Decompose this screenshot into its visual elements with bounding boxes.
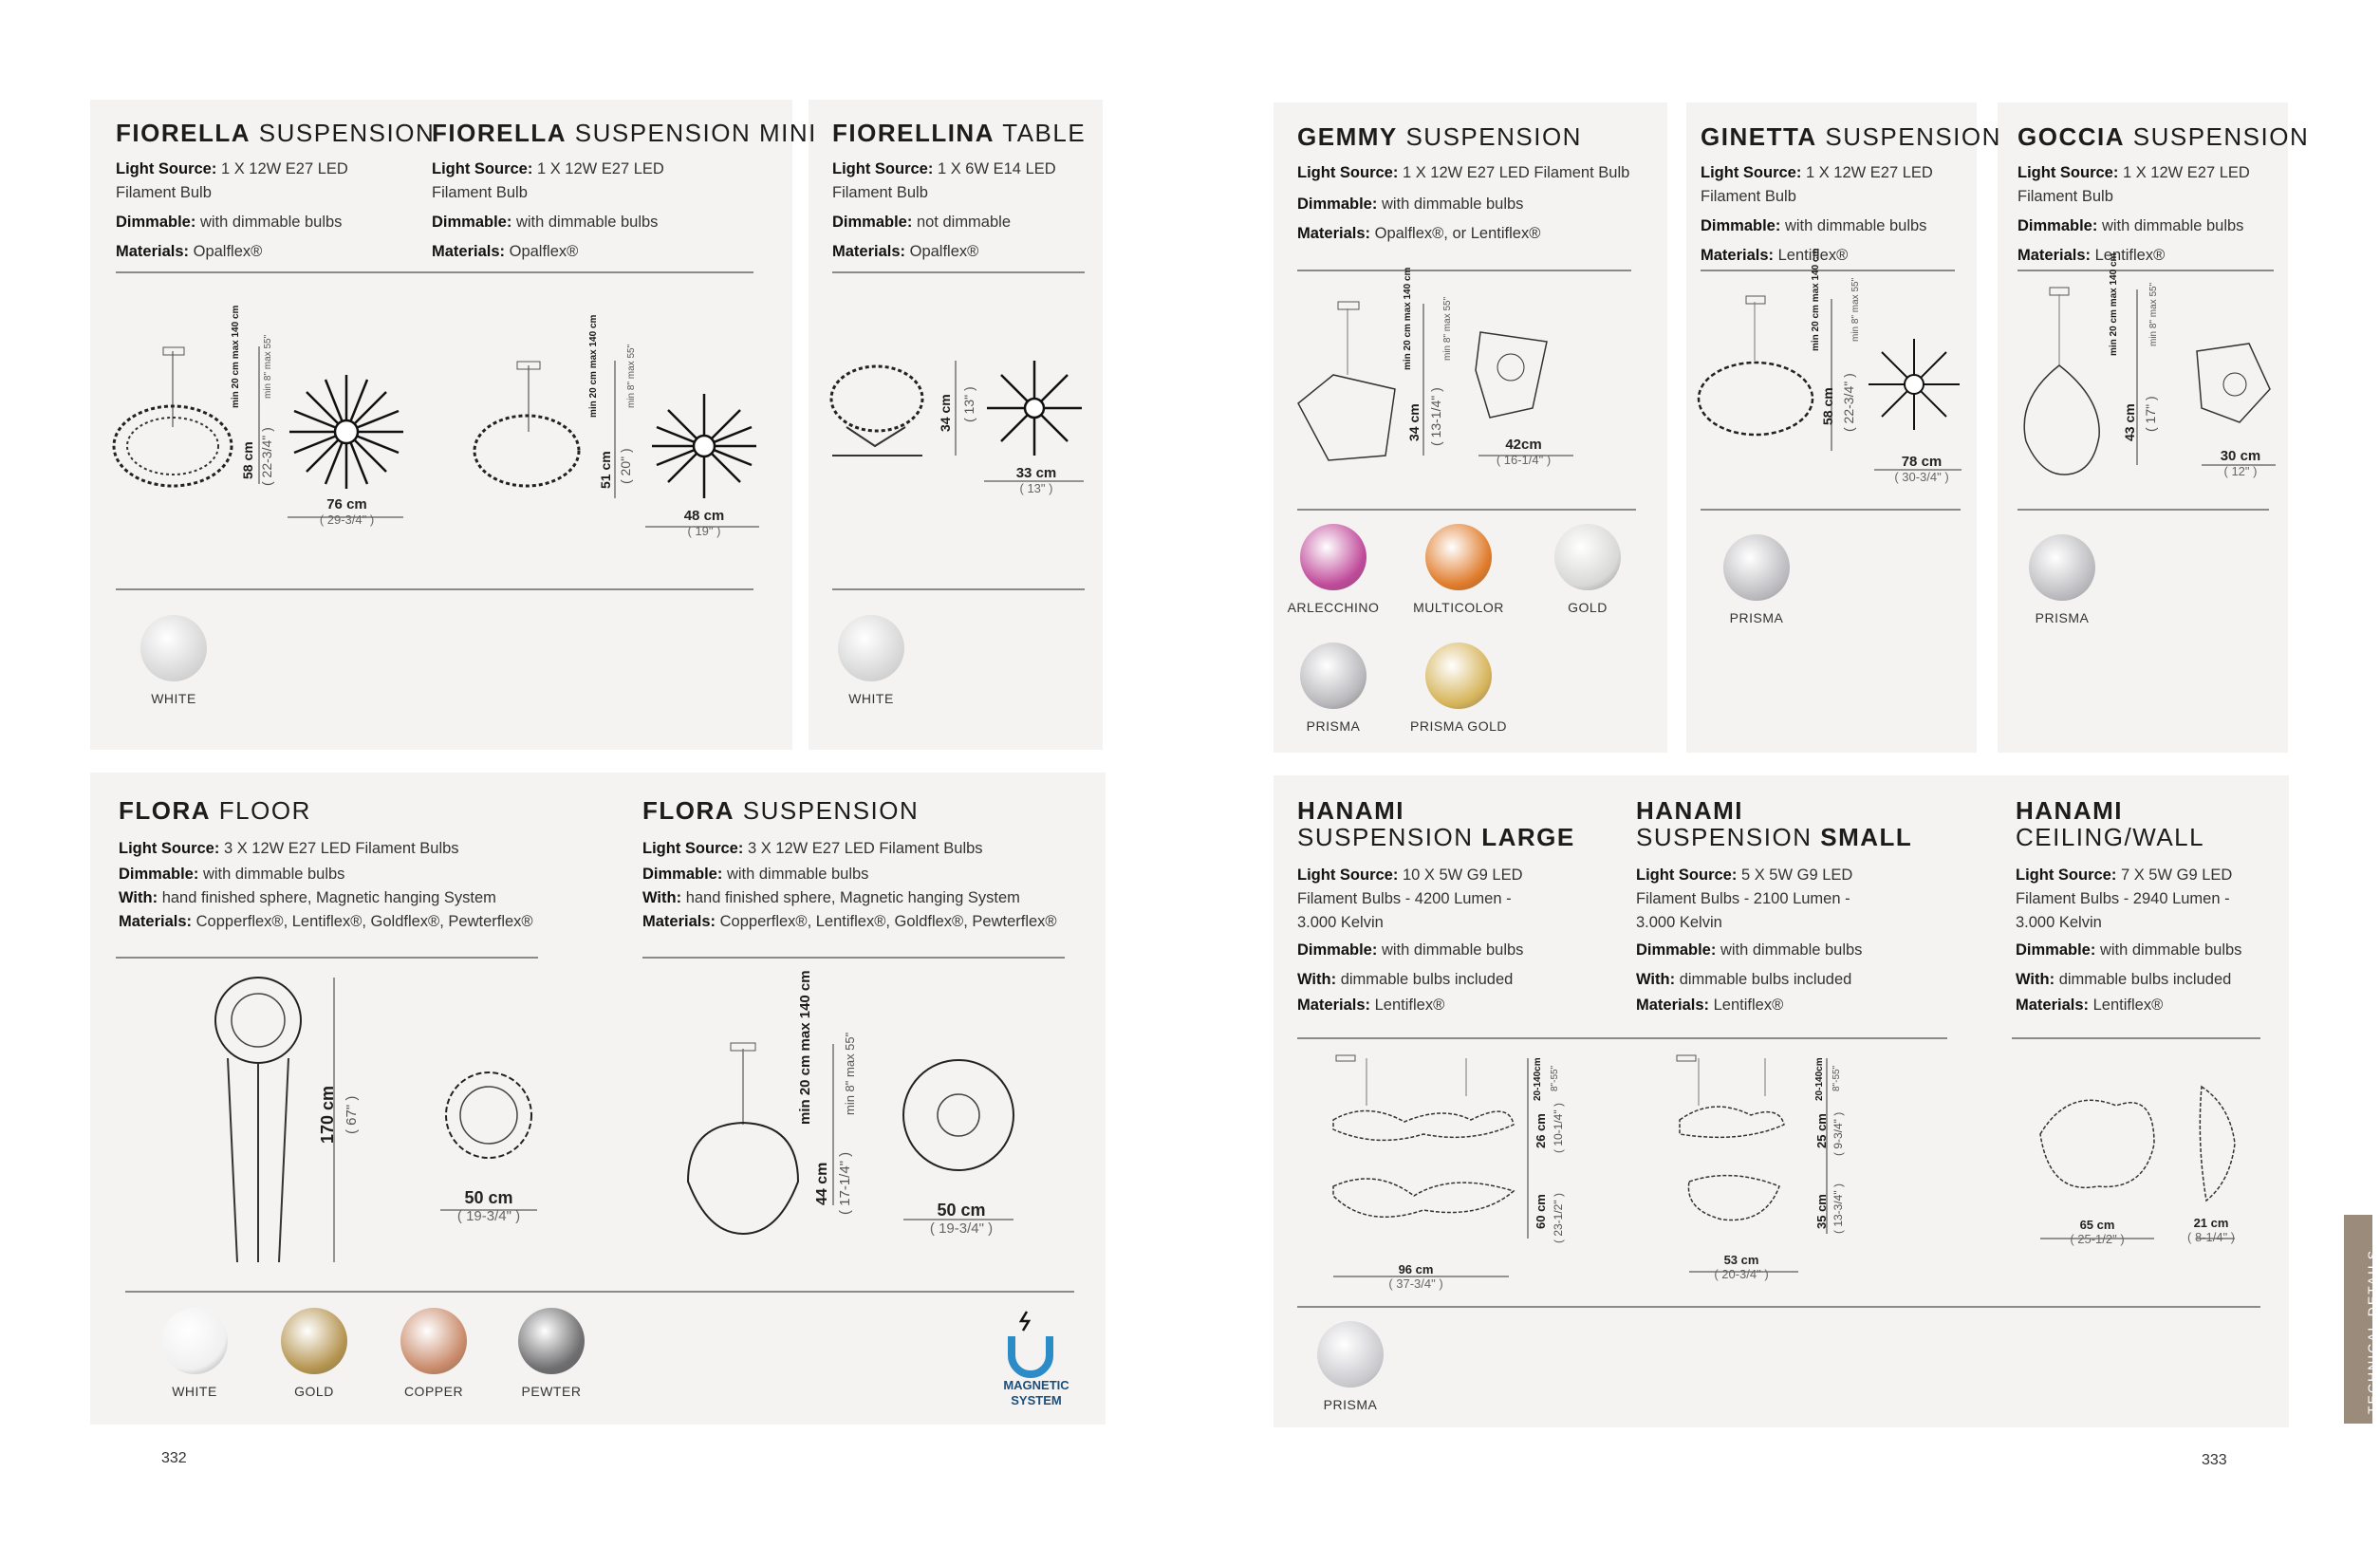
height-dimension-inches: ( 22-3/4" ) [1841,373,1856,432]
magnet-icon [1008,1308,1055,1374]
light-source: 7 X 5W G9 LED Filament Bulbs - 2940 Lumen - 3.000 Kelvin [2016,866,2233,931]
dimmable: with dimmable bulbs [1381,941,1524,959]
width-dimension: 76 cm ( 29-3/4" ) [319,496,375,527]
materials: Opalflex® [193,243,263,260]
width-dimension: 42cm ( 16-1/4" ) [1496,437,1552,467]
finish-label: PRISMA [1306,718,1361,734]
cable-dimension-inches: min 8" max 55" [2148,282,2159,346]
height-dimension: 43 cm [2122,403,2137,441]
light-source: 3 X 12W E27 LED Filament Bulbs [223,840,459,857]
cable-dimension-inches: 8"-55" [1550,1065,1560,1091]
divider [1701,509,1961,511]
height-dimension-inches: ( 17-1/4" ) [837,1151,853,1215]
cable-dimension-inches: min 8" max 55" [1850,277,1861,342]
product-goccia: GOCCIA SUSPENSION Light Source: 1 X 12W E27 LED Filament Bulb Dimmable: with dimmable bulbs Materials: Lentiflex® [2017,122,2310,264]
with: dimmable bulbs included [2058,971,2232,988]
product-flora-floor: FLORA FLOOR Light Source: 3 X 12W E27 LED Filament Bulbs Dimmable: with dimmable bulbs With: hand finished sphere, Magnetic hanging System Materials: Copperflex®, Lentiflex®, Goldflex®, Pewterflex® [119,797,612,934]
dimmable: with dimmable bulbs [1720,941,1863,959]
depth-dimension: 35 cm [1814,1194,1829,1229]
materials: Opalflex®, or Lentiflex® [1374,225,1541,242]
finish-swatch: PRISMA [1312,1321,1388,1412]
product-title: HANAMI [2016,796,2123,825]
cable-dimension: min 20 cm max 140 cm [1811,248,1821,351]
height-dimension: 51 cm [598,451,613,489]
width-dimension: 30 cm ( 12" ) [2220,448,2261,478]
height-dimension-inches: ( 67" ) [344,1095,360,1134]
width-dimension: 96 cm ( 37-3/4" ) [1388,1262,1443,1291]
divider [832,271,1085,273]
finish-swatch-gold [1535,524,1640,615]
width-dimension: 78 cm ( 30-3/4" ) [1894,454,1949,484]
light-source: 10 X 5W G9 LED Filament Bulbs - 4200 Lumen - 3.000 Kelvin [1297,866,1523,931]
materials: Opalflex® [909,243,979,260]
cable-dimension: 20-140cm [1814,1057,1825,1101]
cable-dimension-inches: 8"-55" [1831,1065,1842,1091]
divider [116,957,538,959]
finish-label: GOLD [1568,600,1608,615]
divider [2017,509,2269,511]
materials: Copperflex®, Lentiflex®, Goldflex®, Pewterflex® [195,913,533,930]
height-dimension-inches: ( 10-1/4" ) [1552,1103,1565,1153]
depth-dimension: 60 cm [1534,1194,1548,1229]
materials: Opalflex® [509,243,579,260]
divider [1297,1306,2260,1308]
product-hanami-ceiling: HANAMI CEILING/WALL Light Source: 7 X 5W G9 LED Filament Bulbs - 2940 Lumen - 3.000 Kelvin Dimmable: with dimmable bulbs With: dimmable bulbs included Materials: Lentiflex® [2016,797,2281,1017]
width-dimension: 53 cm ( 20-3/4" ) [1714,1253,1769,1281]
height-dimension: 34 cm [938,394,953,432]
product-title: GINETTA SUSPENSION [1701,122,2001,151]
finish-label: COPPER [403,1384,464,1399]
materials: Lentiflex® [2094,247,2166,264]
materials: Lentiflex® [1713,997,1784,1014]
cable-dimension-inches: min 8" max 55" [1442,296,1453,361]
product-title: FLORA SUSPENSION [642,796,920,825]
finish-swatch-copper [381,1308,486,1399]
height-dimension: 170 cm [318,1085,337,1144]
finish-swatch-pewter [499,1308,604,1399]
with: dimmable bulbs included [1340,971,1514,988]
light-source: 5 X 5W G9 LED Filament Bulbs - 2100 Lumen - 3.000 Kelvin [1636,866,1853,931]
divider [116,588,753,590]
finish-ball [1425,524,1492,590]
divider [832,588,1085,590]
height-dimension-inches: ( 13-1/4" ) [1428,387,1443,446]
dimmable: with dimmable bulbs [1784,217,1927,234]
cable-dimension: min 20 cm max 140 cm [1403,267,1413,370]
divider [642,957,1065,959]
finish-swatch: WHITE [136,615,212,706]
finish-prisma [1723,534,1790,601]
dimmable: with dimmable bulbs [726,866,869,883]
product-hanami-small: HANAMI SUSPENSION SMALL Light Source: 5 X 5W G9 LED Filament Bulbs - 2100 Lumen - 3.000 Kelvin Dimmable: with dimmable bulbs With: dimmable bulbs included Materials: Lentiflex® [1636,797,1949,1017]
finish-prisma [2029,534,2095,601]
finish-swatch-arlecchino [1281,524,1385,615]
cable-dimension-inches: min 8" max 55" [263,334,273,399]
divider [116,271,753,273]
product-fiorella-suspension: FIORELLA SUSPENSION Light Source: 1 X 12W E27 LED Filament Bulb Dimmable: with dimmable bulbs Materials: Opalflex® [116,119,436,260]
dimmable: with dimmable bulbs [2101,217,2244,234]
dimmable: with dimmable bulbs [202,866,345,883]
finish-label: WHITE [172,1384,217,1399]
finish-ball [281,1308,347,1374]
height-dimension: 44 cm [814,1162,830,1205]
finish-swatch-gold [262,1308,366,1399]
dimmable: not dimmable [916,214,1012,231]
dimmable: with dimmable bulbs [199,214,343,231]
height-dimension: 58 cm [240,441,255,479]
width-dimension: 48 cm ( 19" ) [683,508,725,538]
product-title: GOCCIA SUSPENSION [2017,122,2310,151]
finish-label: PRISMA GOLD [1410,718,1507,734]
cable-dimension: min 20 cm max 140 cm [797,970,813,1125]
height-dimension-inches: ( 9-3/4" ) [1831,1111,1845,1156]
finish-label: MULTICOLOR [1413,600,1504,615]
divider [1297,270,1631,271]
light-source: 1 X 12W E27 LED Filament Bulb [1402,164,1630,181]
width-dimension: 50 cm ( 19-3/4" ) [456,1188,521,1224]
with: dimmable bulbs included [1679,971,1852,988]
cable-dimension: min 20 cm max 140 cm [231,305,241,408]
product-title: GEMMY SUSPENSION [1297,122,1582,151]
finish-ball [1300,524,1367,590]
product-title: HANAMI [1297,796,1404,825]
cable-dimension-inches: min 8" max 55" [843,1032,857,1115]
materials: Lentiflex® [1374,997,1445,1014]
finish-label: PEWTER [521,1384,582,1399]
divider [1701,270,1955,271]
divider [125,1291,1074,1293]
height-dimension-inches: ( 20" ) [618,448,633,484]
light-source: 1 X 12W E27 LED Filament Bulb [432,160,664,201]
depth-dimension: 21 cm ( 8-1/4" ) [2187,1216,2236,1244]
finish-label: ARLECCHINO [1287,600,1380,615]
product-gemmy: GEMMY SUSPENSION Light Source: 1 X 12W E27 LED Filament Bulb Dimmable: with dimmable bulbs Materials: Opalflex®, or Lentiflex® [1297,123,1658,246]
finish-swatch-white [142,1308,247,1399]
divider [1297,1037,1947,1039]
with: hand finished sphere, Magnetic hanging System [685,889,1020,906]
product-title: FLORA FLOOR [119,796,311,825]
finish-swatch: PRISMA [1719,534,1794,625]
finish-swatch: PRISMA [2024,534,2100,625]
finish-prisma [1317,1321,1384,1388]
finish-swatch: WHITE [833,615,909,706]
light-source: 1 X 12W E27 LED Filament Bulb [116,160,348,201]
height-dimension: 34 cm [1406,403,1422,441]
page-number-left: 332 [161,1450,187,1466]
product-title: FIORELLINA TABLE [832,119,1087,147]
height-dimension: 58 cm [1820,387,1835,425]
cable-dimension: min 20 cm max 140 cm [588,314,599,418]
finish-swatch-prisma-gold [1406,643,1511,734]
depth-dimension-inches: ( 13-3/4" ) [1831,1183,1845,1234]
dimmable: with dimmable bulbs [2099,941,2242,959]
product-title: FIORELLA SUSPENSION MINI [432,119,817,147]
product-fiorella-mini: FIORELLA SUSPENSION MINI Light Source: 1 X 12W E27 LED Filament Bulb Dimmable: with dimmable bulbs Materials: Opalflex® [432,119,817,260]
product-ginetta: GINETTA SUSPENSION Light Source: 1 X 12W E27 LED Filament Bulb Dimmable: with dimmable bulbs Materials: Lentiflex® [1701,122,2001,264]
width-dimension: 50 cm ( 19-3/4" ) [929,1201,994,1237]
light-source: 1 X 12W E27 LED Filament Bulb [1701,164,1933,205]
finish-white [838,615,904,681]
depth-dimension-inches: ( 23-1/2" ) [1552,1193,1565,1243]
cable-dimension-inches: min 8" max 55" [626,344,637,408]
dimmable: with dimmable bulbs [515,214,659,231]
finish-ball [400,1308,467,1374]
height-dimension-inches: ( 17" ) [2143,396,2158,432]
materials: Lentiflex® [1777,247,1849,264]
divider [2012,1037,2260,1039]
width-dimension: 65 cm ( 25-1/2" ) [2070,1218,2125,1246]
product-title: HANAMI [1636,796,1743,825]
height-dimension: 26 cm [1534,1113,1548,1148]
materials: Copperflex®, Lentiflex®, Goldflex®, Pewterflex® [719,913,1057,930]
light-source: 1 X 6W E14 LED Filament Bulb [832,160,1056,201]
technical-details-tab[interactable]: TECHNICAL DETAILS [2344,1215,2372,1424]
page-number-right: 333 [2202,1452,2227,1468]
finish-ball [1300,643,1367,709]
finish-ball [518,1308,585,1374]
dimmable: with dimmable bulbs [1381,196,1524,213]
finish-ball [161,1308,228,1374]
finish-label: GOLD [294,1384,334,1399]
finish-ball [1425,643,1492,709]
height-dimension: 25 cm [1814,1113,1829,1148]
height-dimension-inches: ( 13" ) [961,386,976,422]
divider [1297,509,1636,511]
finish-swatch-prisma [1281,643,1385,734]
width-dimension: 33 cm ( 13" ) [1015,465,1057,495]
light-source: 3 X 12W E27 LED Filament Bulbs [747,840,983,857]
materials: Lentiflex® [2092,997,2164,1014]
divider [2017,270,2274,271]
finish-swatch-multicolor [1406,524,1511,615]
product-title: FIORELLA SUSPENSION [116,119,436,147]
finish-ball [1554,524,1621,590]
product-flora-suspension: FLORA SUSPENSION Light Source: 3 X 12W E27 LED Filament Bulbs Dimmable: with dimmable bulbs With: hand finished sphere, Magnetic hanging System Materials: Copperflex®, Lentiflex®, Goldflex®, Pewterflex® [642,797,1098,934]
with: hand finished sphere, Magnetic hanging System [161,889,496,906]
cable-dimension: 20-140cm [1533,1057,1543,1101]
cable-dimension: min 20 cm max 140 cm [2109,252,2119,356]
light-source: 1 X 12W E27 LED Filament Bulb [2017,164,2250,205]
product-hanami-large: HANAMI SUSPENSION LARGE Light Source: 10 X 5W G9 LED Filament Bulbs - 4200 Lumen - 3.000 Kelvin Dimmable: with dimmable bulbs With: dimmable bulbs included Materials: Lentiflex® [1297,797,1610,1017]
product-fiorellina-table: FIORELLINA TABLE Light Source: 1 X 6W E14 LED Filament Bulb Dimmable: not dimmable Materials: Opalflex® [832,120,1098,264]
magnetic-system-label: MAGNETIC SYSTEM [1003,1378,1069,1407]
finish-white [140,615,207,681]
height-dimension-inches: ( 22-3/4" ) [259,427,274,486]
